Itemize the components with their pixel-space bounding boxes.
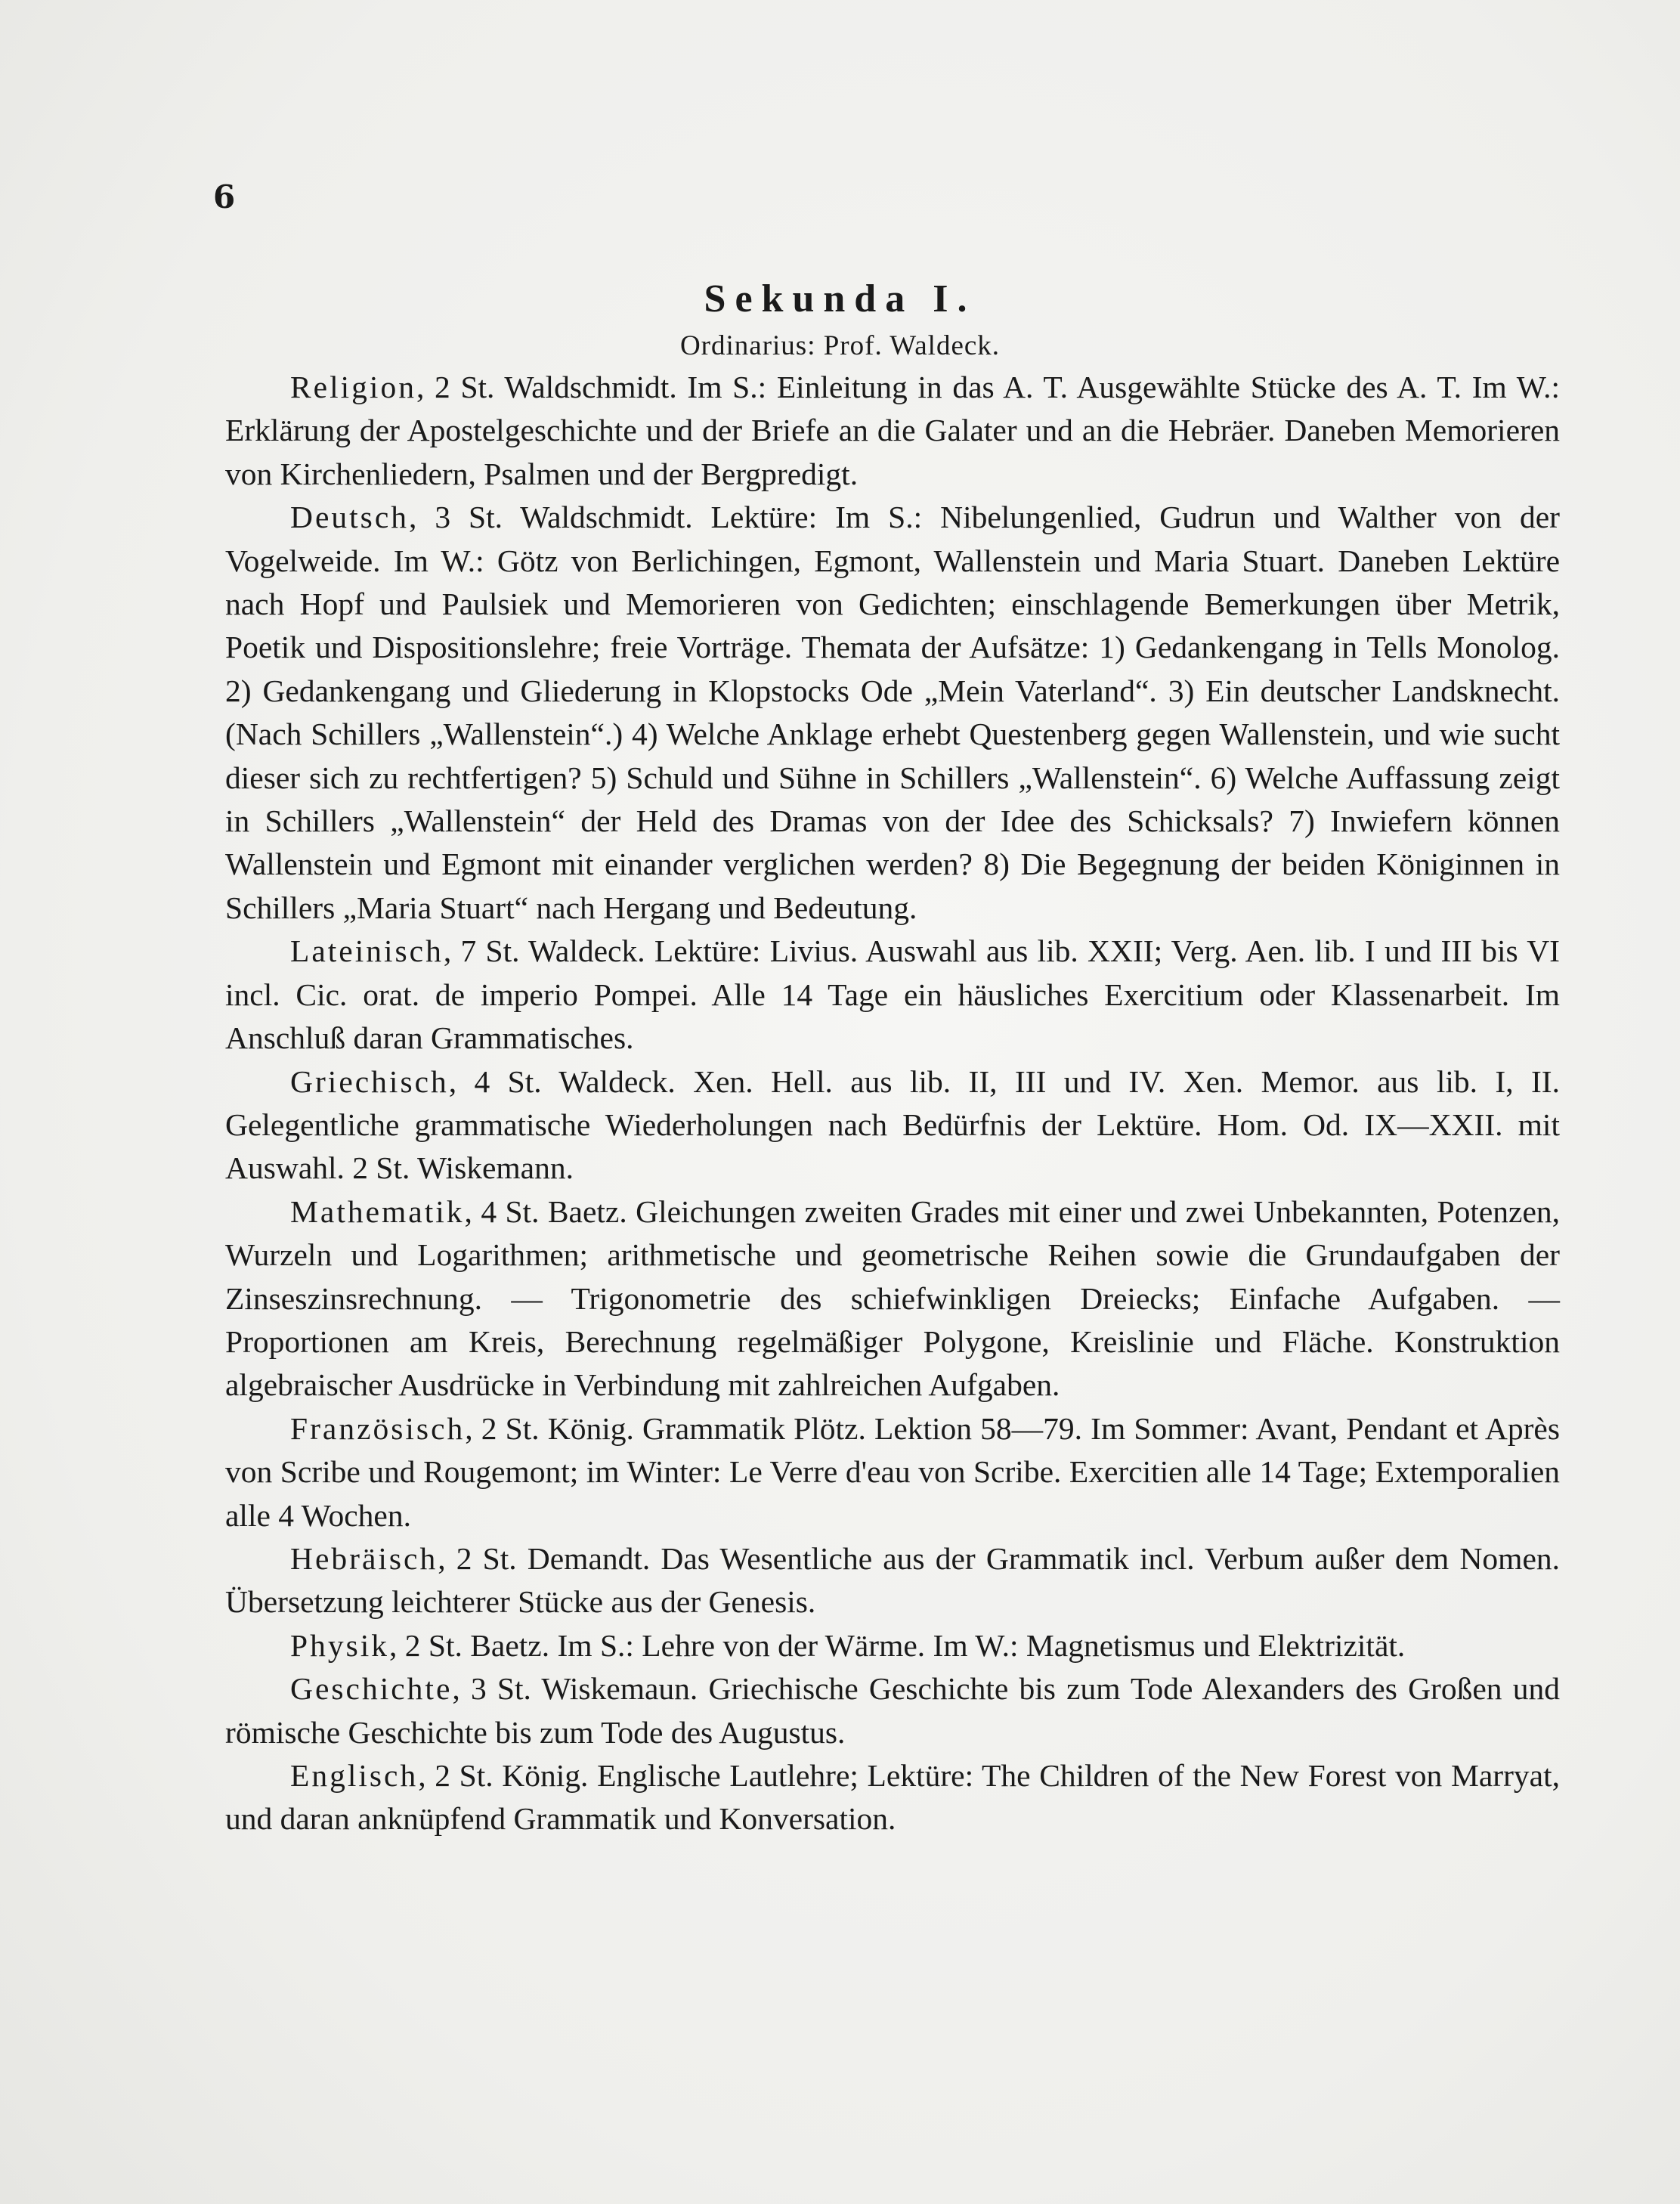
subject-text: , 2 St. Demandt. Das Wesentliche aus der Grammatik incl. Verbum außer dem Nomen. Übersetzung leichterer Stücke aus der Genesis. [225, 1540, 1560, 1620]
subject-paragraph-deutsch [225, 496, 1560, 930]
subject-name: Englisch [290, 1758, 419, 1793]
subject-text: , 4 St. Baetz. Gleichungen zweiten Grades mit einer und zwei Unbekannten, Potenzen, Wurzeln und Logarithmen; arithmetische und geometrische Reihen sowie die Grundaufgaben der Zinseszinsrechnung. — Trigonometrie des schiefwinkligen Dreiecks; Einfache Aufgaben. — Proportionen am Kreis, Berechnung regelmäßiger Polygone, Kreislinie und Fläche. Konstruktion algebraischer Ausdrücke in Verbindung mit zahlreichen Aufgaben. [225, 1193, 1560, 1403]
subject-name: Religion [290, 370, 416, 404]
curriculum-body [225, 366, 1560, 1841]
subject-text: , 2 St. Baetz. Im S.: Lehre von der Wärme. Im W.: Magnetismus und Elektrizität. [389, 1627, 1406, 1663]
subject-name: Französisch [290, 1410, 466, 1446]
page-number: 6 [213, 178, 236, 215]
subject-paragraph-physik [225, 1624, 1560, 1667]
subject-paragraph-hebraeisch [225, 1537, 1560, 1624]
subject-paragraph-englisch [225, 1754, 1560, 1841]
subject-name: Hebräisch [290, 1540, 438, 1576]
subject-paragraph-geschichte [225, 1667, 1560, 1754]
subject-text: , 4 St. Waldeck. Xen. Hell. aus lib. II, III und IV. Xen. Memor. aus lib. I, II. Gelegentliche grammatische Wiederholungen nach Bedürfnis der Lektüre. Hom. Od. IX—XXII. mit Auswahl. 2 St. Wiskemann. [225, 1063, 1560, 1186]
subject-text: , 7 St. Waldeck. Lektüre: Livius. Auswahl aus lib. XXII; Verg. Aen. lib. I und III bis VI incl. Cic. orat. de imperio Pompei. Alle 14 Tage ein häusliches Exercitium oder Klassenarbeit. Im Anschluß daran Grammatisches. [225, 933, 1560, 1056]
subject-text: , 3 St. Waldschmidt. Lektüre: Im S.: Nibelungenlied, Gudrun und Walther von der Vogelweide. Im W.: Götz von Berlichingen, Egmont, Wallenstein und Maria Stuart. Daneben Lektüre nach Hopf und Paulsiek und Memorieren von Gedichten; einschlagende Bemerkungen über Metrik, Poetik und Dispositionslehre; freie Vorträge. Themata der Aufsätze: 1) Gedankengang in Tells Monolog. 2) Gedankengang und Gliederung in Klopstocks Ode „Mein Vaterland“. 3) Ein deutscher Landsknecht. (Nach Schillers „Wallenstein“.) 4) Welche Anklage erhebt Questenberg gegen Wallenstein, und wie sucht dieser sich zu rechtfertigen? 5) Schuld und Sühne in Schillers „Wallenstein“. 6) Welche Auffassung zeigt in Schillers „Wallenstein“ der Held des Dramas von der Idee des Schicksals? 7) Inwiefern können Wallenstein und Egmont mit einander verglichen werden? 8) Die Begegnung der beiden Königinnen in Schillers „Maria Stuart“ nach Hergang und Bedeutung. [225, 500, 1560, 925]
subject-name: Physik [290, 1627, 390, 1663]
section-title: Sekunda I. [704, 277, 976, 320]
subject-name: Mathematik [290, 1193, 465, 1229]
subject-text: , 2 St. König. Grammatik Plötz. Lektion 58—79. Im Sommer: Avant, Pendant et Après von Scribe und Rougemont; im Winter: Le Verre d'eau von Scribe. Exercitien alle 14 Tage; Extemporalien alle 4 Wochen. [225, 1410, 1560, 1533]
subject-text: , 3 St. Wiskemaun. Griechische Geschichte bis zum Tode Alexanders des Großen und römische Geschichte bis zum Tode des Augustus. [225, 1671, 1560, 1750]
subject-name: Geschichte [290, 1671, 453, 1707]
subject-paragraph-religion [225, 366, 1560, 496]
subject-text: , 2 St. Waldschmidt. Im S.: Einleitung in das A. T. Ausgewählte Stücke des A. T. Im W.: Erklärung der Apostelgeschichte und der Briefe an die Galater und an die Hebräer. Daneben Memorieren von Kirchenliedern, Psalmen und der Bergpredigt. [225, 370, 1560, 491]
subject-paragraph-lateinisch [225, 930, 1560, 1060]
subject-name: Lateinisch [290, 933, 444, 969]
subject-name: Deutsch [290, 500, 409, 535]
subject-name: Griechisch [290, 1063, 449, 1099]
ordinarius-line: Ordinarius: Prof. Waldeck. [679, 330, 1001, 361]
subject-paragraph-griechisch [225, 1060, 1560, 1190]
subject-paragraph-mathematik [225, 1190, 1560, 1407]
subject-text: , 2 St. König. Englische Lautlehre; Lektüre: The Children of the New Forest von Marryat, und daran anknüpfend Grammatik und Konversation. [225, 1758, 1560, 1837]
subject-paragraph-franzoesisch [225, 1407, 1560, 1537]
